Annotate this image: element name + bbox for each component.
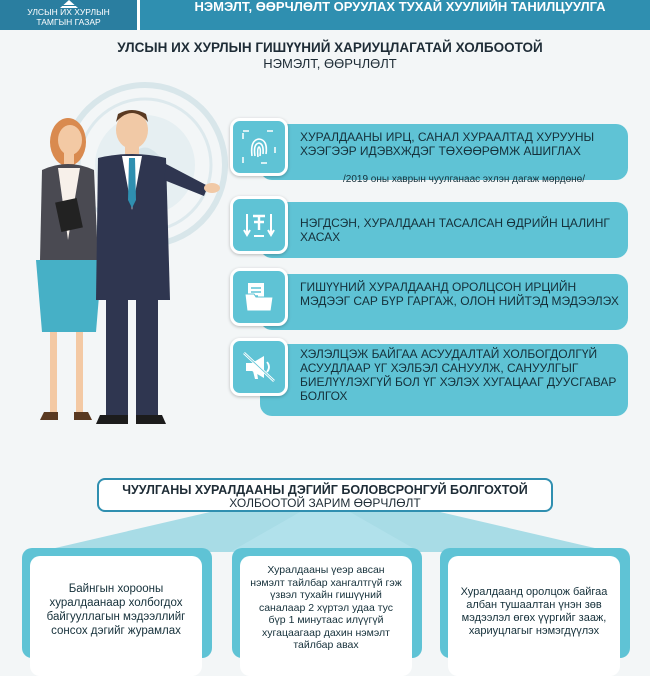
item-text: ГИШҮҮНИЙ ХУРАЛДААНД ОРОЛЦСОН ИРЦИЙН МЭДЭЭГ САР БҮР ГАРГАЖ, ОЛОН НИЙТЭД МЭДЭЭЛЭХ <box>300 280 619 308</box>
card-text: Байнгын хорооны хуралдаанаар холбогдох байгууллагын мэдээллийг сонсох дэгийг журамлах <box>30 556 202 676</box>
businesspeople-illustration <box>20 100 230 440</box>
muted-megaphone-icon <box>242 350 276 384</box>
effective-date-note: /2019 оны хаврын чуулганаас эхлэн дагаж мөрдөнө/ <box>343 174 586 185</box>
logo-line2: ТАМГЫН ГАЗАР <box>36 17 101 27</box>
icon-box <box>230 196 288 254</box>
fingerprint-icon <box>242 130 276 164</box>
folder-document-icon <box>242 280 276 314</box>
man-figure <box>96 110 220 424</box>
header-bar <box>0 0 650 30</box>
icon-box <box>230 268 288 326</box>
icon-box <box>230 118 288 176</box>
change-card <box>232 548 422 658</box>
change-card <box>440 548 630 658</box>
section1-subtitle: НЭМЭЛТ, ӨӨРЧЛӨЛТ <box>263 56 397 71</box>
list-item <box>230 268 630 330</box>
list-item <box>230 196 630 258</box>
card-text: Хуралдааны үеэр авсан нэмэлт тайлбар хангалтгүй гэж үзвэл тухайн гишүүний саналаар 2 хүртэл удаа тус бүр 1 минутаас илүүгүй хугацаагаар дахин нэмэлт тайлбар авах <box>240 556 412 676</box>
item-text: ХУРАЛДААНЫ ИРЦ, САНАЛ ХУРААЛТАД ХУРУУНЫ ХЭЭГЭЭР ИДЭВХЖДЭГ ТӨХӨӨРӨМЖ АШИГЛАХ <box>300 130 595 158</box>
section2-subtitle: ХОЛБООТОЙ ЗАРИМ ӨӨРЧЛӨЛТ <box>229 496 421 510</box>
woman-figure <box>36 118 102 420</box>
card-text: Хуралдаанд оролцож байгаа албан тушаалтан үнэн зөв мэдээлэл өгөх үүргийг зааж, хариуцлагыг нэмэгдүүлэх <box>448 556 620 676</box>
change-card <box>22 548 212 658</box>
section1-title: УЛСЫН ИХ ХУРЛЫН ГИШҮҮНИЙ ХАРИУЦЛАГАТАЙ ХОЛБООТОЙ <box>117 40 543 55</box>
item-text: ХЭЛЭЛЦЭЖ БАЙГАА АСУУДАЛТАЙ ХОЛБОГДОЛГҮЙ АСУУДЛААР ҮГ ХЭЛБЭЛ САНУУЛЖ, САНУУЛГЫГ БИЕЛҮҮЛЭХГҮЙ БОЛ ҮГ ХЭЛЭХ ХУГАЦААГ ДУУСГАВАР БОЛГОХ <box>300 347 617 403</box>
logo <box>0 0 140 30</box>
page-title: НЭМЭЛТ, ӨӨРЧЛӨЛТ ОРУУЛАХ ТУХАЙ ХУУЛИЙН ТАНИЛЦУУЛГА <box>194 0 606 14</box>
section2-title-box <box>97 478 553 512</box>
list-item <box>230 118 630 180</box>
item-text: НЭГДСЭН, ХУРАЛДААН ТАСАЛСАН ӨДРИЙН ЦАЛИНГ ХАСАХ <box>300 216 610 244</box>
logo-line1: УЛСЫН ИХ ХУРЛЫН <box>27 7 110 17</box>
salary-cut-icon <box>242 208 276 242</box>
section2-title: ЧУУЛГАНЫ ХУРАЛДААНЫ ДЭГИЙГ БОЛОВСРОНГУЙ БОЛГОХТОЙ <box>122 483 528 497</box>
list-item <box>230 338 630 416</box>
icon-box <box>230 338 288 396</box>
